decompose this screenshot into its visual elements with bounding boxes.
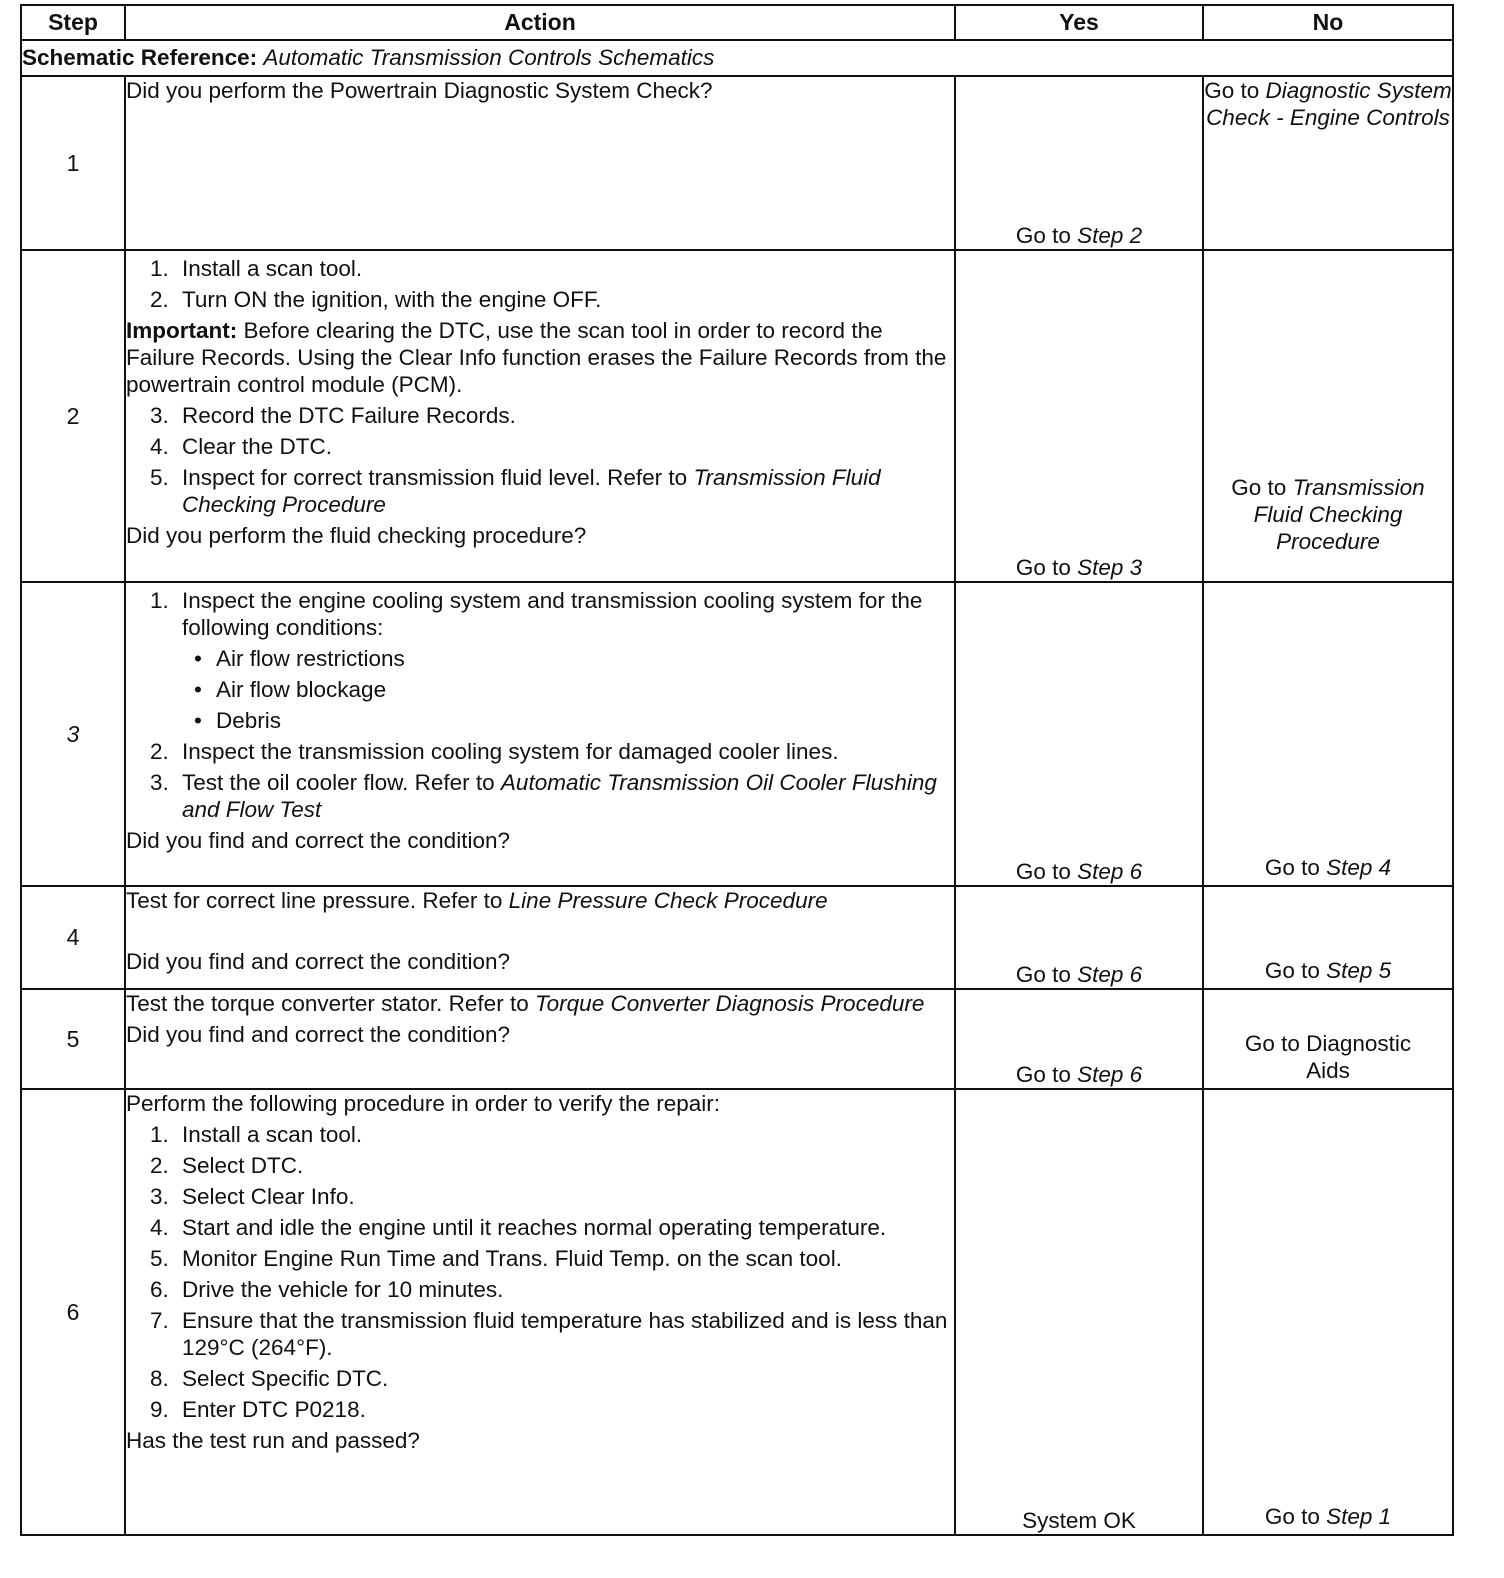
list-item: 4. Start and idle the engine until it reaches normal operating temperature. [150, 1215, 887, 1240]
question-text: Did you perform the fluid checking procedure? [126, 523, 587, 548]
step-number: 5 [21, 989, 125, 1089]
yes-prefix: Go to [1015, 1062, 1071, 1087]
question-text: Did you find and correct the condition? [126, 1022, 510, 1047]
action-cell [125, 886, 955, 989]
schematic-link[interactable]: Automatic Transmission Controls Schematics [263, 45, 715, 70]
list-item: 5. Inspect for correct transmission fluid level. Refer to Transmission Fluid Checking Procedure [150, 465, 881, 517]
table-row-step-5 [21, 989, 1453, 1089]
procedure-link[interactable]: Line Pressure Check Procedure [508, 888, 828, 913]
list-item: 2. Select DTC. [150, 1153, 304, 1178]
header-yes: Yes [955, 5, 1203, 40]
no-cell [1203, 582, 1453, 886]
step-number: 1 [21, 76, 125, 250]
no-cell [1203, 1089, 1453, 1535]
procedure-link[interactable]: Automatic Transmission Oil Cooler Flushing and Flow Test [182, 770, 937, 822]
yes-link[interactable]: Step 6 [1077, 1062, 1143, 1087]
no-link[interactable]: Transmission Fluid Checking Procedure [1253, 475, 1425, 554]
instruction-text: Test for correct line pressure. Refer to Line Pressure Check Procedure [126, 888, 828, 913]
header-action: Action [125, 5, 955, 40]
list-item: 1. Inspect the engine cooling system and transmission cooling system for the following conditions: [150, 588, 923, 640]
no-link[interactable]: Step 4 [1326, 855, 1392, 880]
important-note [126, 317, 954, 398]
bullet-item: • Debris [194, 708, 282, 733]
table-row-step-6 [21, 1089, 1453, 1535]
no-prefix: Go to [1264, 958, 1320, 983]
list-item: 3. Test the oil cooler flow. Refer to Automatic Transmission Oil Cooler Flushing and Flow Test [150, 770, 937, 822]
bullet-icon: • [194, 646, 202, 671]
action-cell [125, 250, 955, 582]
diagnostic-table [20, 4, 1454, 1536]
no-link[interactable]: Diagnostic System Check - Engine Controls [1206, 78, 1452, 130]
header-row [21, 5, 1453, 40]
list-item: 8. Select Specific DTC. [150, 1366, 389, 1391]
header-step: Step [21, 5, 125, 40]
table-row-step-3 [21, 582, 1453, 886]
table-row-step-2 [21, 250, 1453, 582]
yes-cell [955, 250, 1203, 582]
list-item: 9. Enter DTC P0218. [150, 1397, 366, 1422]
header-no: No [1203, 5, 1453, 40]
yes-cell [955, 989, 1203, 1089]
instruction-text: Test the torque converter stator. Refer to Torque Converter Diagnosis Procedure [126, 991, 925, 1016]
yes-link[interactable]: Step 3 [1077, 555, 1143, 580]
procedure-link[interactable]: Torque Converter Diagnosis Procedure [534, 991, 925, 1016]
list-item: 2. Turn ON the ignition, with the engine OFF. [150, 287, 602, 312]
list-item: 2. Inspect the transmission cooling system for damaged cooler lines. [150, 739, 839, 764]
action-cell [125, 989, 955, 1089]
step-number: 6 [21, 1089, 125, 1535]
no-link[interactable]: Go to Diagnostic Aids [1244, 1031, 1412, 1083]
no-prefix: Go to [1204, 78, 1260, 103]
no-cell [1203, 989, 1453, 1089]
important-label: Important: [126, 318, 238, 343]
schematic-reference-row [21, 40, 1453, 76]
question-text: Did you find and correct the condition? [126, 828, 510, 853]
no-prefix: Go to [1231, 475, 1287, 500]
step-number: 3 [21, 582, 125, 886]
list-item: 7. Ensure that the transmission fluid temperature has stabilized and is less than 129°C (264°F). [150, 1308, 948, 1360]
bullet-item: • Air flow restrictions [194, 646, 405, 671]
yes-cell [955, 582, 1203, 886]
no-cell [1203, 76, 1453, 250]
yes-prefix: Go to [1015, 555, 1071, 580]
bullet-item: • Air flow blockage [194, 677, 387, 702]
yes-cell [955, 886, 1203, 989]
no-link[interactable]: Step 5 [1326, 958, 1392, 983]
yes-prefix: Go to [1015, 962, 1071, 987]
action-cell [125, 76, 955, 250]
yes-link[interactable]: Step 6 [1077, 859, 1143, 884]
list-item: 3. Record the DTC Failure Records. [150, 403, 516, 428]
list-item: 4. Clear the DTC. [150, 434, 333, 459]
list-item: 3. Select Clear Info. [150, 1184, 355, 1209]
table-row-step-4 [21, 886, 1453, 989]
yes-prefix: Go to [1015, 223, 1071, 248]
no-link[interactable]: Step 1 [1326, 1504, 1392, 1529]
intro-text: Perform the following procedure in order to verify the repair: [126, 1091, 721, 1116]
table-row-step-1 [21, 76, 1453, 250]
list-item: 6. Drive the vehicle for 10 minutes. [150, 1277, 504, 1302]
yes-link[interactable]: Step 6 [1077, 962, 1143, 987]
no-cell [1203, 886, 1453, 989]
yes-prefix: Go to [1015, 859, 1071, 884]
bullet-icon: • [194, 677, 202, 702]
bullet-icon: • [194, 708, 202, 733]
list-item: 1. Install a scan tool. [150, 256, 363, 281]
schematic-label: Schematic Reference: [22, 45, 258, 70]
schematic-reference [21, 40, 1453, 76]
list-item: 1. Install a scan tool. [150, 1122, 363, 1147]
action-cell [125, 582, 955, 886]
step-number: 2 [21, 250, 125, 582]
list-item: 5. Monitor Engine Run Time and Trans. Fluid Temp. on the scan tool. [150, 1246, 842, 1271]
yes-link[interactable]: System OK [1022, 1508, 1136, 1533]
action-cell [125, 1089, 955, 1535]
question-text: Did you perform the Powertrain Diagnostic System Check? [126, 78, 713, 103]
no-cell [1203, 250, 1453, 582]
question-text: Did you find and correct the condition? [126, 949, 510, 974]
no-prefix: Go to [1264, 1504, 1320, 1529]
question-text: Has the test run and passed? [126, 1428, 420, 1453]
yes-cell [955, 76, 1203, 250]
step-number: 4 [21, 886, 125, 989]
no-prefix: Go to [1264, 855, 1320, 880]
procedure-link[interactable]: Transmission Fluid Checking Procedure [182, 465, 881, 517]
yes-link[interactable]: Step 2 [1077, 223, 1143, 248]
important-text: Before clearing the DTC, use the scan tool in order to record the Failure Records. Using the Clear Info function erases the Failure Records from the powertrain control module (PCM). [126, 318, 947, 397]
yes-cell [955, 1089, 1203, 1535]
